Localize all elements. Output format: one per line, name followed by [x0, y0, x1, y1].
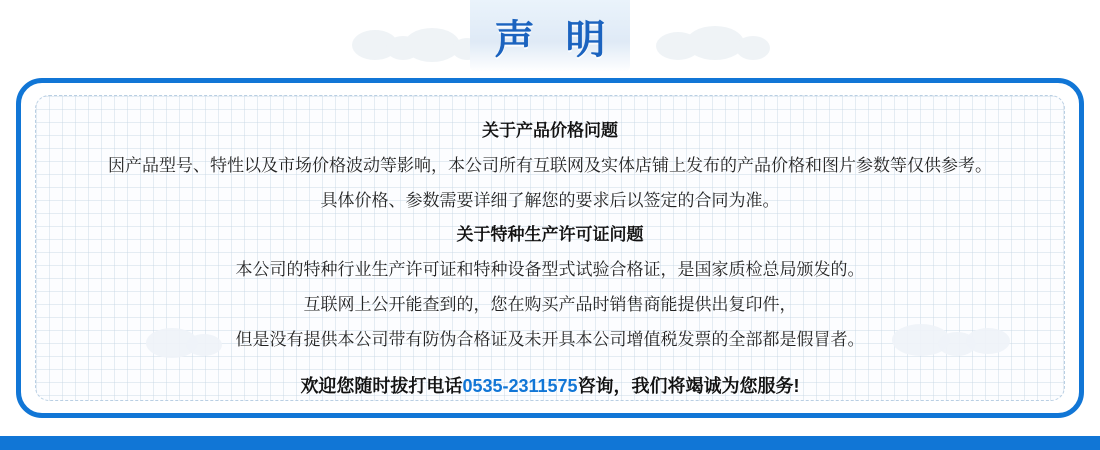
statement-panel-inner: [35, 95, 1065, 401]
page-title: 声 明: [494, 18, 616, 62]
statement-line: 互联网上公开能查到的，您在购买产品时销售商能提供出复印件，: [303, 295, 797, 314]
statement-line: 具体价格、参数需要详细了解您的要求后以签定的合同为准。: [320, 191, 780, 210]
section-heading-price: 关于产品价格问题: [482, 121, 618, 140]
bottom-accent-bar: [0, 436, 1100, 450]
cloud-icon: [686, 26, 744, 60]
contact-line: [70, 367, 1030, 401]
statement-panel: [16, 78, 1084, 418]
title-band: [0, 0, 1100, 78]
phone-number[interactable]: 0535-2311575: [462, 376, 578, 396]
statement-line: 但是没有提供本公司带有防伪合格证及未开具本公司增值税发票的全部都是假冒者。: [235, 330, 865, 349]
contact-prefix: 欢迎您随时拔打电话: [300, 376, 463, 396]
statement-content: [36, 96, 1064, 401]
cloud-icon: [736, 36, 770, 60]
contact-suffix: 咨询，我们将竭诚为您服务!: [577, 376, 800, 396]
statement-line: 本公司的特种行业生产许可证和特种设备型式试验合格证，是国家质检总局颁发的。: [235, 260, 865, 279]
statement-line: 因产品型号、特性以及市场价格波动等影响，本公司所有互联网及实体店铺上发布的产品价格和图片参数等仅供参考。: [108, 156, 992, 175]
section-heading-license: 关于特种生产许可证问题: [456, 225, 644, 244]
